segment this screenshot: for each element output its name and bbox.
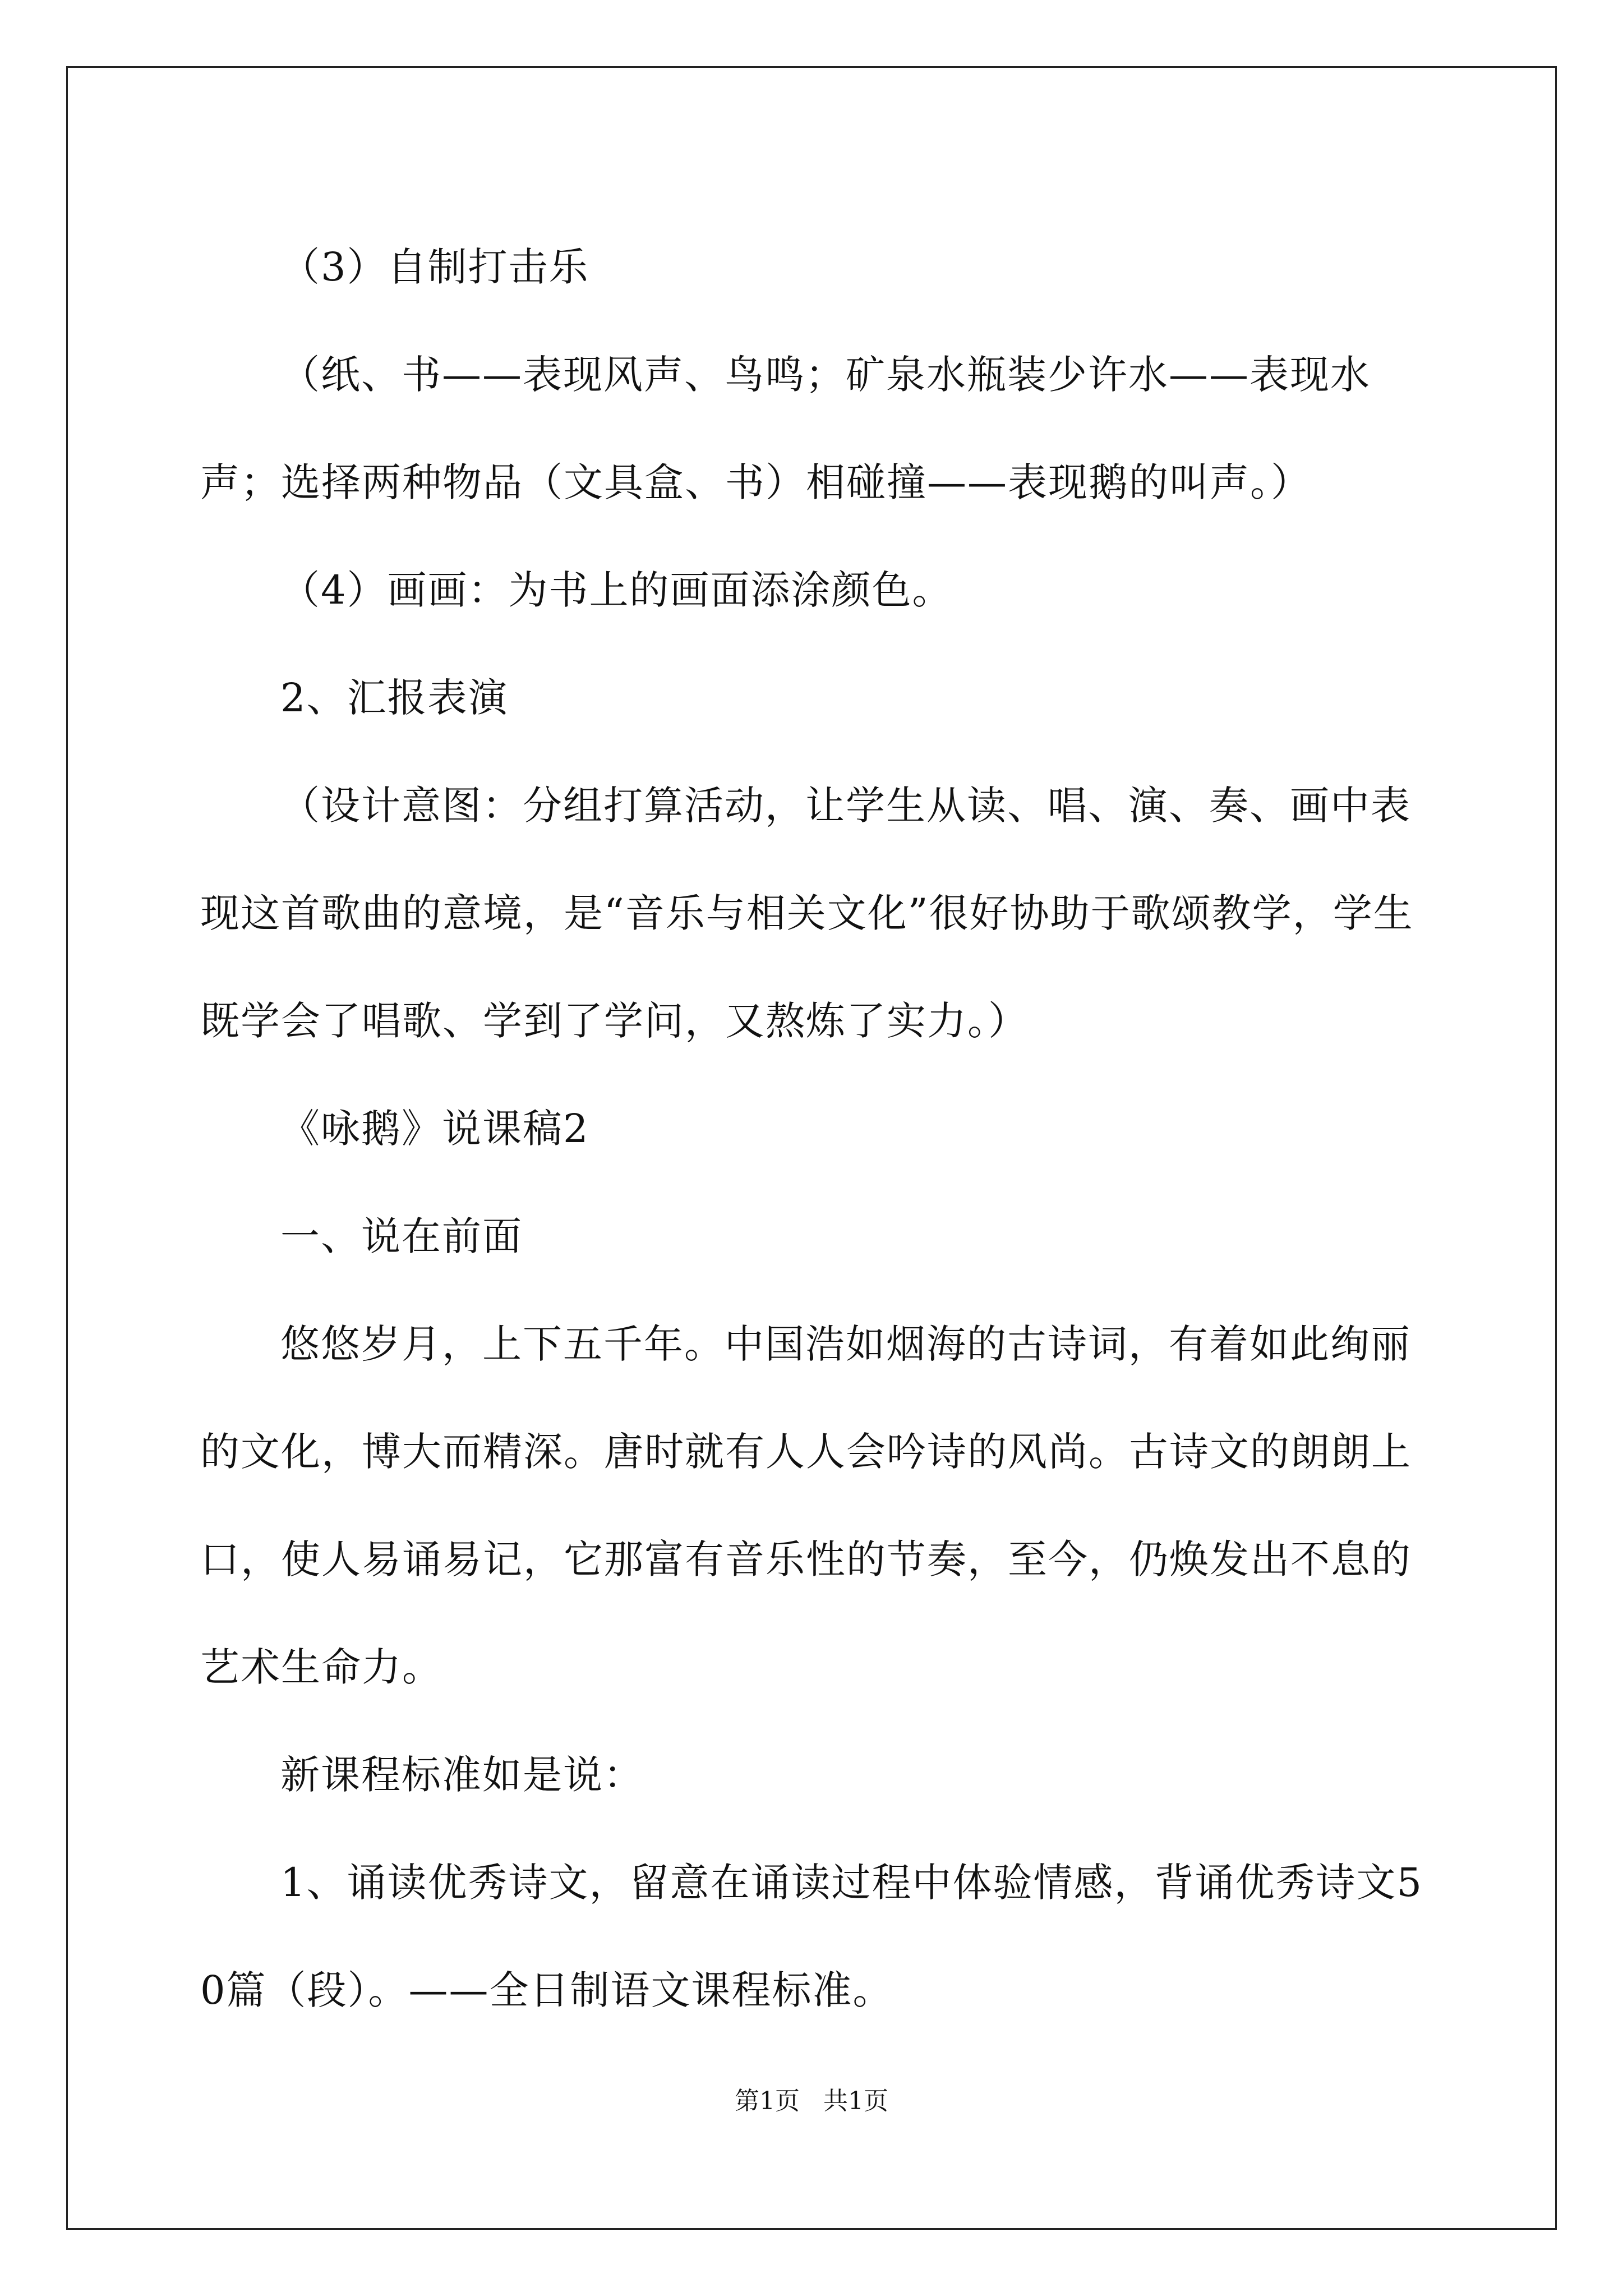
paragraph-1: （3）自制打击乐 xyxy=(280,244,589,290)
paragraph-3: （4）画画：为书上的画面添涂颜色。 xyxy=(280,567,953,613)
paragraph-4: 2、汇报表演 xyxy=(280,675,509,721)
page-number: 第1页 xyxy=(735,2087,800,2115)
paragraph-10: 1、诵读优秀诗文，留意在诵读过程中体验情感，背诵优秀诗文50篇（段）。——全日制语文课程标准。 xyxy=(200,1860,1423,2013)
page-footer xyxy=(0,2085,1623,2118)
paragraph-6: 《咏鹅》说课稿2 xyxy=(280,1106,589,1152)
paragraph-7: 一、说在前面 xyxy=(280,1213,523,1259)
page-total: 共1页 xyxy=(823,2087,888,2115)
paragraph-5: （设计意图：分组打算活动，让学生从读、唱、演、奏、画中表现这首歌曲的意境，是“音乐与相关文化”很好协助于歌颂教学，学生既学会了唱歌、学到了学问，又熬炼了实力。） xyxy=(200,783,1414,1044)
document-body xyxy=(200,213,1434,2044)
paragraph-9: 新课程标准如是说： xyxy=(280,1752,644,1798)
paragraph-2: （纸、书——表现风声、鸟鸣；矿泉水瓶装少许水——表现水声；选择两种物品（文具盒、书）相碰撞——表现鹅的叫声。） xyxy=(200,352,1371,505)
paragraph-8: 悠悠岁月，上下五千年。中国浩如烟海的古诗词，有着如此绚丽的文化，博大而精深。唐时就有人人会吟诗的风尚。古诗文的朗朗上口，使人易诵易记，它那富有音乐性的节奏，至今，仍焕发出不息的艺术生命力。 xyxy=(200,1321,1412,1690)
